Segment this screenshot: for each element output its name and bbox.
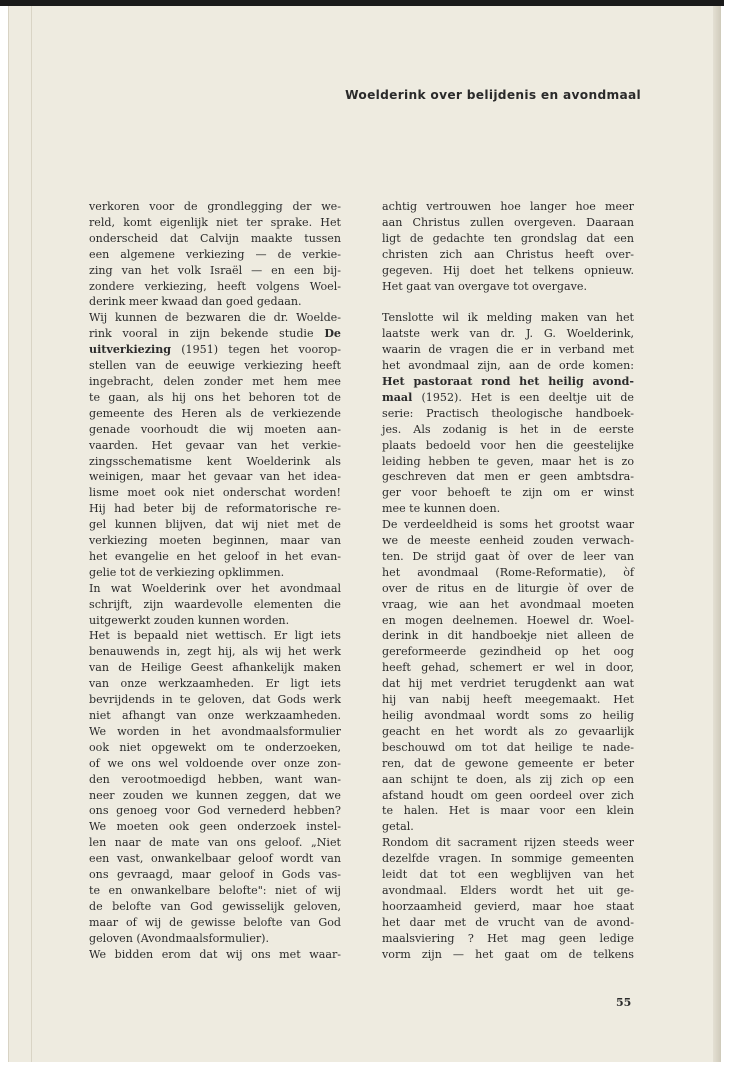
line-text: verkiezing moeten beginnen, maar van <box>89 534 341 548</box>
line-text: van onze werkzaamheden. Er ligt iets <box>89 677 341 691</box>
line-text: laatste werk van dr. J. G. Woelderink, <box>382 327 634 341</box>
paragraph-gap <box>382 294 634 310</box>
text-line <box>382 947 634 963</box>
text-line <box>89 501 341 517</box>
text-line <box>89 247 341 263</box>
text-line <box>89 772 341 788</box>
text-line <box>382 676 634 692</box>
text-line <box>89 628 341 644</box>
text-line <box>382 469 634 485</box>
line-text: Wij kunnen de bezwaren die dr. Woelde- <box>89 311 341 325</box>
line-text: (1952). Het is een deeltje uit de <box>412 390 634 404</box>
text-line <box>382 867 634 883</box>
line-text: te gaan, als hij ons het behoren tot de <box>89 390 341 404</box>
text-line <box>382 310 634 326</box>
line-text: bevrijdends in te geloven, dat Gods werk <box>89 693 341 707</box>
line-text: achtig vertrouwen hoe langer hoe meer <box>382 200 634 213</box>
text-line <box>89 485 341 501</box>
line-text: genade voorhoudt die wij moeten aan- <box>89 422 341 436</box>
book-title: De <box>324 327 341 341</box>
scan-border-right <box>724 0 738 1068</box>
text-line <box>89 692 341 708</box>
line-text: lisme moet ook niet onderschat worden! <box>89 486 341 500</box>
text-line <box>382 279 634 295</box>
line-text: ons genoeg voor God vernederd hebben? <box>89 804 341 818</box>
text-line <box>89 231 341 247</box>
line-text: len naar de mate van ons geloof. „Niet <box>89 836 341 850</box>
line-text: te en onwankelbare belofte": niet of wij <box>89 883 341 897</box>
line-text: leiding hebben te geven, maar het is zo <box>382 454 634 468</box>
line-text: het daar met de vrucht van de avond- <box>382 915 634 929</box>
running-head: Woelderink over belijdenis en avondmaal <box>345 88 641 102</box>
text-line <box>89 581 341 597</box>
line-text: een algemene verkiezing — de verkie- <box>89 247 341 261</box>
text-line <box>382 581 634 597</box>
text-line <box>382 772 634 788</box>
text-line <box>382 613 634 629</box>
page-number: 55 <box>616 996 632 1009</box>
line-text: De verdeeldheid is soms het grootst waar <box>382 518 634 532</box>
line-text: niet afhangt van onze werkzaamheden. <box>89 709 341 722</box>
text-line <box>89 294 341 310</box>
line-text: heeft gehad, schemert er wel in door, <box>382 661 634 675</box>
line-text: aan Christus zullen overgeven. Daaraan <box>382 215 634 229</box>
line-text: dat hij met verdriet terugdenkt aan wat <box>382 677 634 691</box>
text-line <box>382 215 634 231</box>
line-text: derink in dit handboekje niet alleen de <box>382 629 634 643</box>
text-line <box>382 819 634 835</box>
line-text: Tenslotte wil ik melding maken van het <box>382 311 634 325</box>
line-text: Het gaat van overgave tot overgave. <box>382 279 587 293</box>
text-line <box>89 803 341 819</box>
text-line <box>382 597 634 613</box>
line-text: ons gevraagd, maar geloof in Gods vas- <box>89 868 341 882</box>
line-text: getal. <box>382 820 414 834</box>
line-text: maalsviering ? Het mag geen ledige <box>382 931 634 945</box>
line-text: ook niet opgewekt om te onderzoeken, <box>89 740 341 754</box>
line-text: In wat Woelderink over het avondmaal <box>89 581 341 595</box>
text-line <box>89 279 341 295</box>
line-text: plaats bedoeld voor hen die geestelijke <box>382 438 634 452</box>
right-column <box>382 199 634 963</box>
text-line <box>89 899 341 915</box>
text-line <box>89 597 341 613</box>
line-text: ger voor behoeft te zijn om er winst <box>382 486 634 500</box>
text-line <box>89 660 341 676</box>
text-line <box>382 406 634 422</box>
line-text: ten. De strijd gaat òf over de leer van <box>382 549 634 563</box>
line-text: we de meeste eenheid zouden verwach- <box>382 534 634 548</box>
line-text: stellen van de eeuwige verkiezing heeft <box>89 359 341 373</box>
line-text: het evangelie en het geloof in het evan- <box>89 549 341 563</box>
text-line <box>382 342 634 358</box>
text-line <box>89 358 341 374</box>
text-line <box>89 406 341 422</box>
line-text: gelie tot de verkiezing opklimmen. <box>89 565 285 579</box>
line-text: den verootmoedigd hebben, want wan- <box>89 772 341 786</box>
text-line <box>89 788 341 804</box>
text-line <box>382 549 634 565</box>
text-line <box>89 310 341 326</box>
text-line <box>89 454 341 470</box>
text-line <box>382 358 634 374</box>
book-title: uitverkiezing <box>89 343 172 357</box>
text-line <box>382 485 634 501</box>
text-line <box>89 756 341 772</box>
line-text: verkoren voor de grondlegging der we- <box>89 200 341 213</box>
text-line <box>382 199 634 215</box>
text-line <box>382 835 634 851</box>
line-text: geacht en het wordt als zo gevaarlijk <box>382 724 634 738</box>
line-text: vaarden. Het gevaar van het verkie- <box>89 438 341 452</box>
text-line <box>382 390 634 406</box>
line-text: vraag, wie aan het avondmaal moeten <box>382 597 634 611</box>
text-line <box>89 438 341 454</box>
text-line <box>382 326 634 342</box>
text-line <box>382 756 634 772</box>
line-text: het avondmaal zijn, aan de orde komen: <box>382 359 634 373</box>
text-line <box>382 660 634 676</box>
text-line <box>382 231 634 247</box>
line-text: mee te kunnen doen. <box>382 502 501 516</box>
text-line <box>89 390 341 406</box>
text-line <box>382 708 634 724</box>
text-line <box>382 628 634 644</box>
text-line <box>89 724 341 740</box>
line-text: weinigen, maar het gevaar van het idea- <box>89 470 341 484</box>
line-text: leidt dat tot een wegblijven van het <box>382 868 634 882</box>
line-text: uitgewerkt zouden kunnen worden. <box>89 613 290 627</box>
text-line <box>89 644 341 660</box>
line-text: geschreven dat men er geen ambtsdra- <box>382 470 634 484</box>
text-line <box>89 326 341 342</box>
line-text: benauwends in, zegt hij, als wij het werk <box>89 645 341 659</box>
line-text: dezelfde vragen. In sommige gemeenten <box>382 852 634 866</box>
line-text: gemeente des Heren als de verkiezende <box>89 406 341 420</box>
line-text: We bidden erom dat wij ons met waar- <box>89 947 341 961</box>
line-text: hoorzaamheid gevierd, maar hoe staat <box>382 899 634 913</box>
text-line <box>89 708 341 724</box>
text-line <box>89 819 341 835</box>
text-line <box>89 215 341 231</box>
text-line <box>382 517 634 533</box>
book-title: maal <box>382 390 413 404</box>
line-text: avondmaal. Elders wordt het uit ge- <box>382 883 634 897</box>
text-line <box>89 565 341 581</box>
line-text: serie: Practisch theologische handboek- <box>382 406 634 420</box>
line-text: een vast, onwankelbaar geloof wordt van <box>89 852 341 866</box>
line-text: derink meer kwaad dan goed gedaan. <box>89 295 302 309</box>
text-line <box>382 438 634 454</box>
left-column <box>89 199 341 963</box>
text-line <box>89 199 341 215</box>
text-line <box>382 788 634 804</box>
text-line <box>89 613 341 629</box>
line-text: zingsschematisme kent Woelderink als <box>89 454 341 468</box>
line-text: Rondom dit sacrament rijzen steeds weer <box>382 836 634 850</box>
text-line <box>382 374 634 390</box>
text-line <box>89 931 341 947</box>
text-line <box>382 692 634 708</box>
line-text: van de Heilige Geest afhankelijk maken <box>89 661 341 675</box>
line-text: hij van nabij heeft meegemaakt. Het <box>382 693 634 707</box>
text-line <box>382 803 634 819</box>
text-line <box>382 899 634 915</box>
book-page <box>8 6 721 1062</box>
text-line <box>89 374 341 390</box>
text-line <box>89 469 341 485</box>
line-text: gegeven. Hij doet het telkens opnieuw. <box>382 263 634 277</box>
text-line <box>382 565 634 581</box>
text-line <box>89 915 341 931</box>
line-text: zing van het volk Israël — en een bij- <box>89 263 341 277</box>
line-text: christen zich aan Christus heeft over- <box>382 247 634 261</box>
text-line <box>382 740 634 756</box>
line-text: vorm zijn — het gaat om de telkens <box>382 947 634 961</box>
text-line <box>382 883 634 899</box>
line-text: maar of wij de gewisse belofte van God <box>89 915 341 929</box>
text-line <box>89 740 341 756</box>
line-text: afstand houdt om geen oordeel over zich <box>382 788 634 802</box>
text-line <box>382 851 634 867</box>
line-text: ingebracht, delen zonder met hem mee <box>89 374 341 388</box>
text-line <box>89 851 341 867</box>
line-text: We moeten ook geen onderzoek instel- <box>89 820 341 834</box>
line-text: We worden in het avondmaalsformulier <box>89 724 341 738</box>
line-text: het avondmaal (Rome-Reformatie), òf <box>382 565 634 579</box>
text-line <box>89 883 341 899</box>
text-line <box>382 501 634 517</box>
text-line <box>382 247 634 263</box>
line-text: ligt de gedachte ten grondslag dat een <box>382 231 634 245</box>
text-line <box>89 517 341 533</box>
line-text: en mogen deelnemen. Hoewel dr. Woel- <box>382 613 634 627</box>
line-text: over de ritus en de liturgie òf over de <box>382 581 634 595</box>
line-text: waarin de vragen die er in verband met <box>382 343 634 357</box>
text-line <box>89 533 341 549</box>
line-text: onderscheid dat Calvijn maakte tussen <box>89 231 341 245</box>
text-line <box>89 342 341 358</box>
text-line <box>382 263 634 279</box>
line-text: Het is bepaald niet wettisch. Er ligt iets <box>89 629 341 643</box>
line-text: schrijft, zijn waardevolle elementen die <box>89 597 341 611</box>
text-line <box>382 931 634 947</box>
text-line <box>382 533 634 549</box>
book-title: Het pastoraat rond het heilig avond- <box>382 374 634 388</box>
line-text: gereformeerde gezindheid op het oog <box>382 645 634 659</box>
text-line <box>382 454 634 470</box>
text-line <box>382 724 634 740</box>
line-text: jes. Als zodanig is het in de eerste <box>382 422 634 436</box>
text-line <box>89 422 341 438</box>
line-text: geloven (Avondmaalsformulier). <box>89 931 270 945</box>
text-line <box>89 835 341 851</box>
text-line <box>89 549 341 565</box>
line-text: ren, dat de gewone gemeente er beter <box>382 756 634 770</box>
line-text: of we ons wel voldoende over onze zon- <box>89 756 341 770</box>
line-text: te halen. Het is maar voor een klein <box>382 804 634 818</box>
line-text: reld, komt eigenlijk niet ter sprake. Het <box>89 215 341 229</box>
line-text: heilig avondmaal wordt soms zo heilig <box>382 709 634 722</box>
line-text: de belofte van God gewisselijk geloven, <box>89 899 341 913</box>
line-text: rink vooral in zijn bekende studie <box>89 327 325 341</box>
text-line <box>382 915 634 931</box>
line-text: gel kunnen blijven, dat wij niet met de <box>89 518 341 532</box>
text-line <box>89 263 341 279</box>
line-text: zondere verkiezing, heeft volgens Woel- <box>89 279 341 293</box>
text-line <box>89 947 341 963</box>
line-text: beschouwd om tot dat heilige te nade- <box>382 740 634 754</box>
line-text: Hij had beter bij de reformatorische re- <box>89 502 341 516</box>
text-line <box>89 867 341 883</box>
line-text: aan schijnt te doen, als zij zich op een <box>382 772 634 786</box>
text-line <box>382 644 634 660</box>
line-text: neer zouden we kunnen zeggen, dat we <box>89 788 341 802</box>
line-text: (1951) tegen het voorop- <box>171 343 341 357</box>
text-line <box>382 422 634 438</box>
text-line <box>89 676 341 692</box>
